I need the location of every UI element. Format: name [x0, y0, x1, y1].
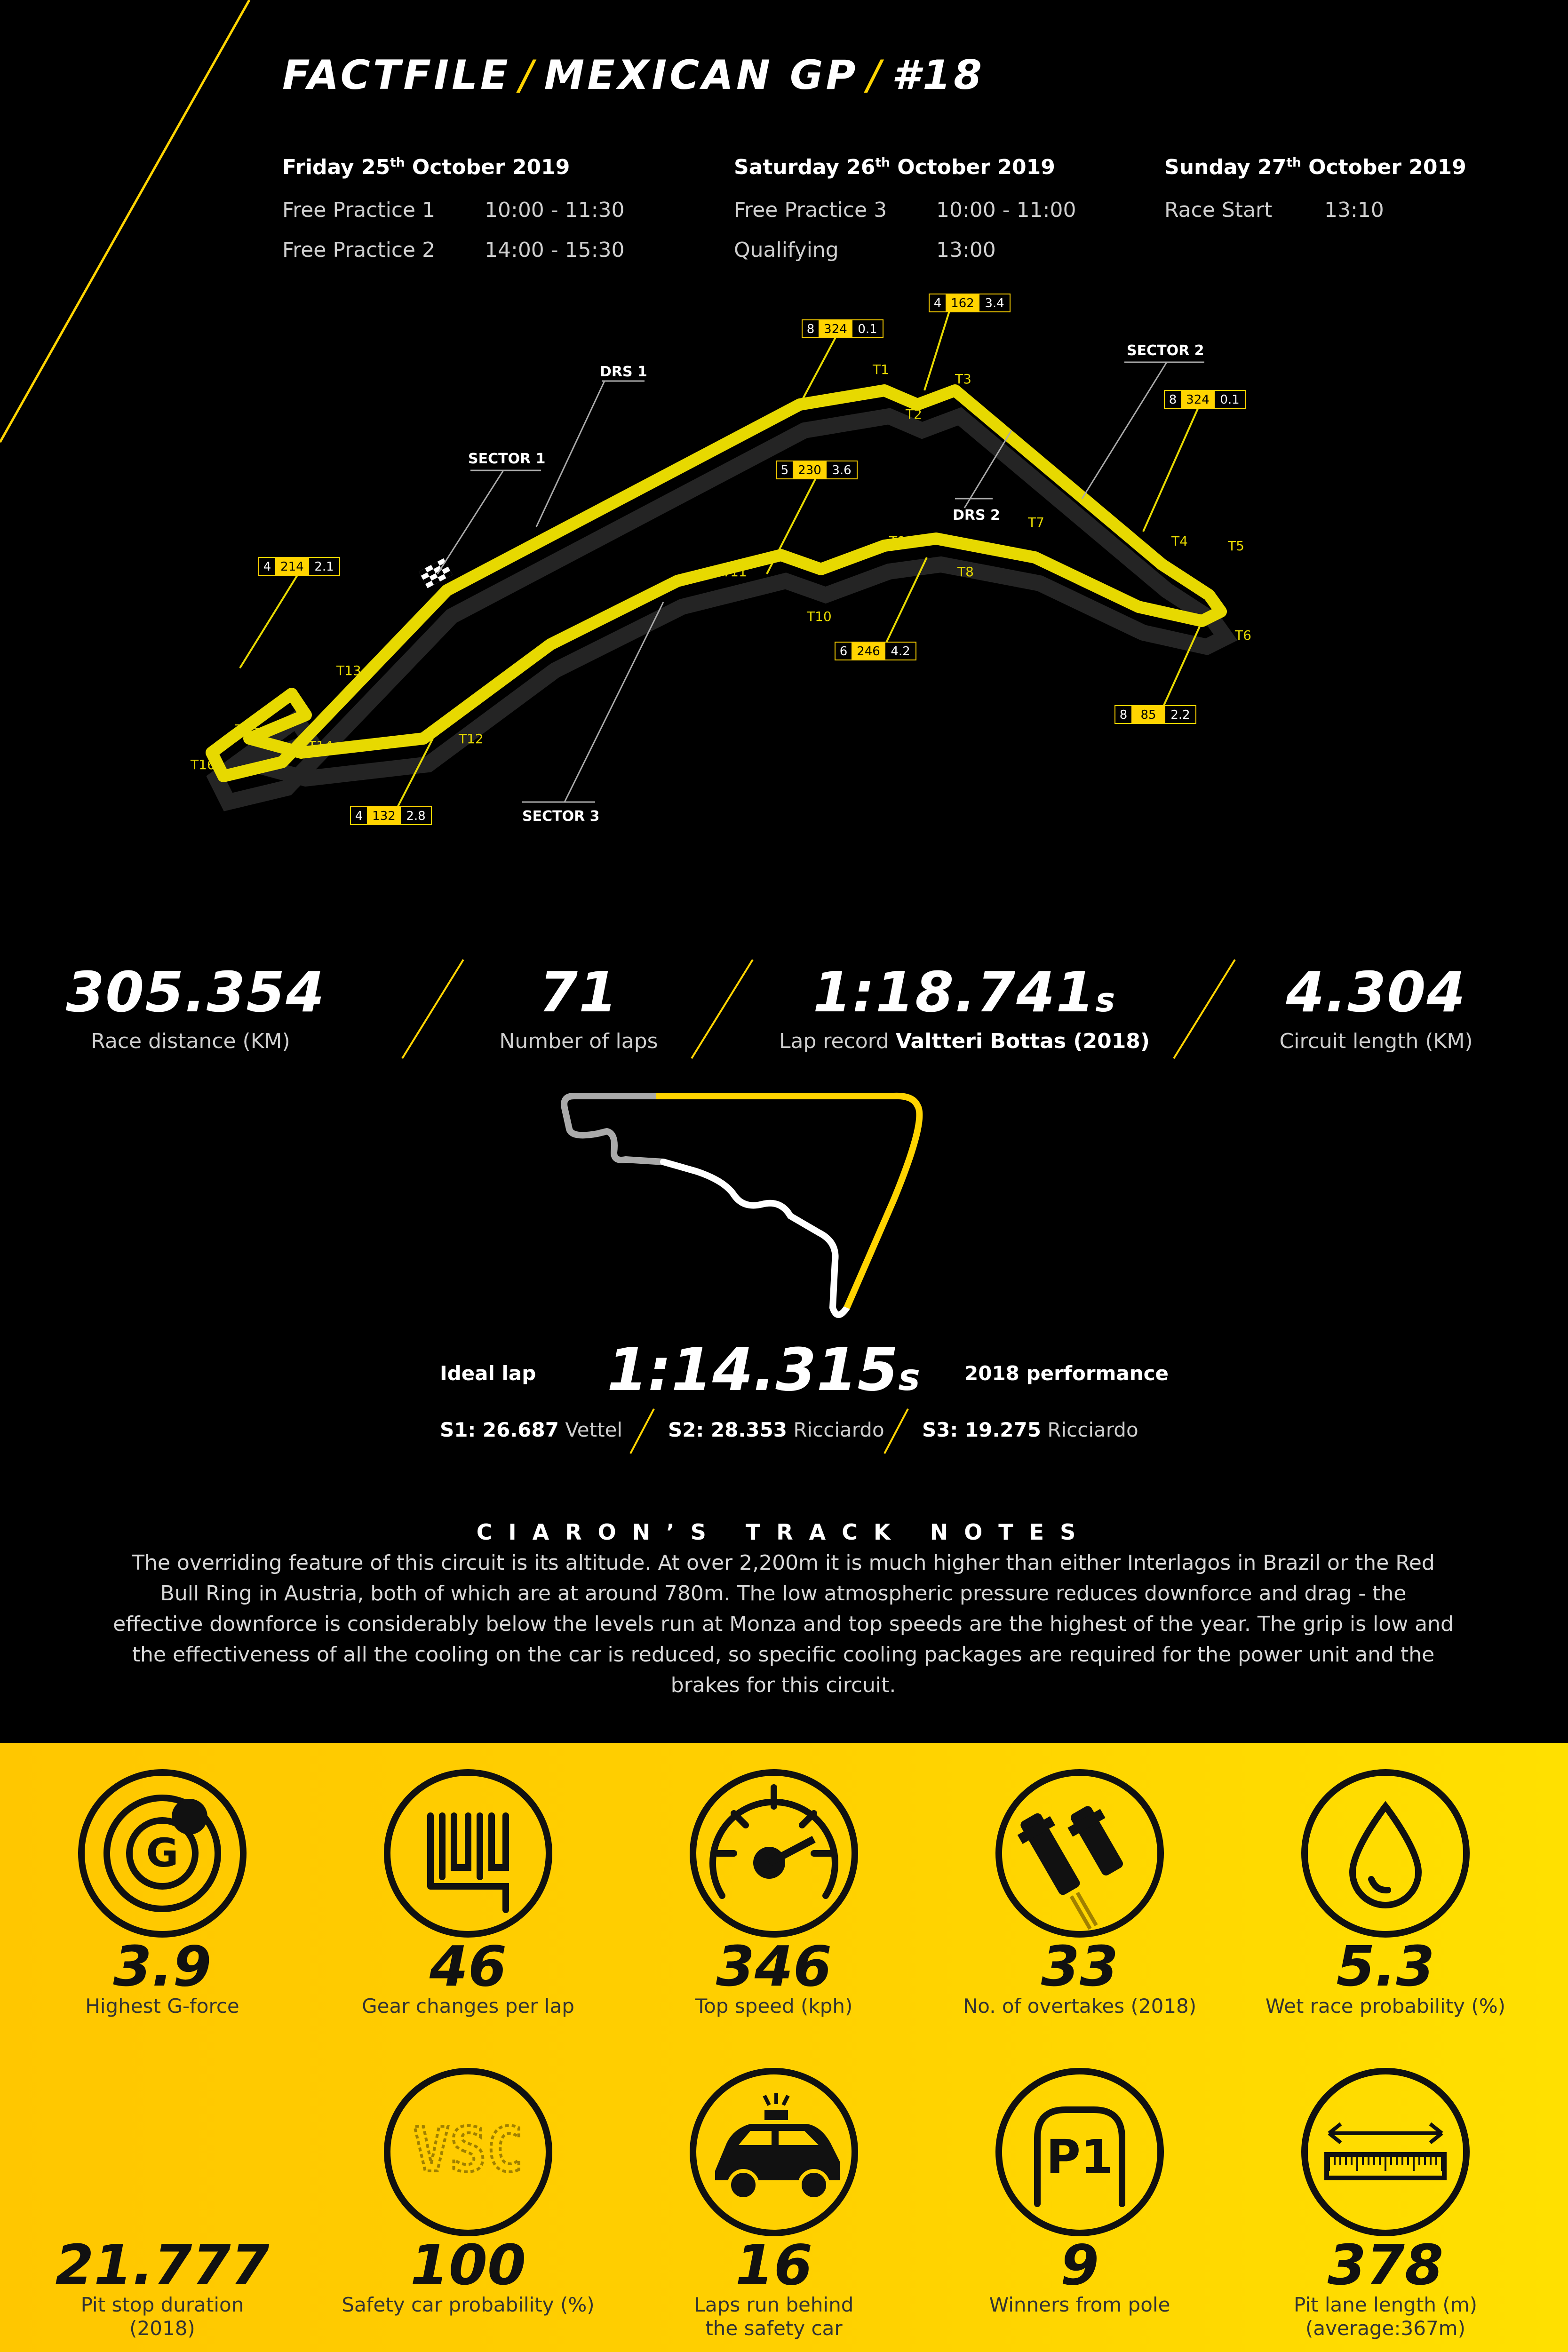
- raindrop-icon: [1301, 1769, 1470, 1938]
- sector-split-3: S3: 19.275 Ricciardo: [922, 1418, 1138, 1441]
- metric-value: 5.3: [1336, 1934, 1435, 1999]
- safety-car-icon: [689, 2067, 859, 2237]
- metric-label-line2: (2018): [129, 2317, 195, 2340]
- gear-speed-gforce-box: [802, 320, 883, 338]
- svg-text:4: 4: [933, 296, 942, 310]
- turn-label: T13: [336, 663, 361, 678]
- svg-text:4: 4: [355, 809, 363, 823]
- performance-label: 2018 performance: [964, 1362, 1169, 1385]
- turn-label: T9: [889, 533, 906, 549]
- svg-text:0.1: 0.1: [858, 322, 877, 336]
- session-row: Free Practice 1 10:00 - 11:30: [282, 198, 625, 222]
- metric-label-line2: the safety car: [705, 2317, 843, 2340]
- svg-text:6: 6: [839, 644, 848, 659]
- turn-label: T6: [1235, 628, 1251, 643]
- gear-speed-gforce-box: [1115, 706, 1196, 723]
- metric-card: [318, 2067, 619, 2317]
- metric-card: [623, 2067, 924, 2340]
- sector-split-1: S1: 26.687 Vettel: [440, 1418, 623, 1441]
- svg-text:3.4: 3.4: [985, 296, 1004, 310]
- session-row: Qualifying 13:00: [734, 238, 996, 262]
- title-separator: /: [519, 52, 536, 99]
- metric-card: [1235, 1769, 1536, 2018]
- metric-value: 33: [1041, 1934, 1119, 1999]
- metric-value: 46: [429, 1934, 507, 1999]
- gear-speed-gforce-box: [776, 461, 857, 479]
- session-row: Free Practice 3 10:00 - 11:00: [734, 198, 1076, 222]
- metric-value: 21.777: [55, 2233, 270, 2297]
- svg-text:2.2: 2.2: [1170, 708, 1190, 722]
- turn-label: T10: [807, 609, 832, 624]
- title-gp-name: MEXICAN GP: [544, 52, 859, 99]
- metric-label: Safety car probability (%): [342, 2293, 595, 2316]
- metric-card: [929, 2067, 1230, 2317]
- speedometer-icon: [689, 1769, 859, 1938]
- gear-speed-gforce-box: [835, 642, 916, 660]
- svg-text:132: 132: [372, 809, 396, 823]
- metric-card: [12, 1769, 313, 2018]
- session-row: Free Practice 2 14:00 - 15:30: [282, 238, 625, 262]
- vsc-icon: [383, 2067, 553, 2237]
- schedule-saturday: [734, 155, 1076, 278]
- sector-split-2: S2: 28.353 Ricciardo: [668, 1418, 884, 1441]
- circuit-map: [0, 282, 1568, 894]
- split-dividers: [0, 1406, 1568, 1458]
- stat-value: 1:18.741s: [812, 960, 1116, 1025]
- svg-text:85: 85: [1140, 708, 1156, 722]
- turn-label: T16: [191, 757, 215, 772]
- stat-label: Circuit length (KM): [1279, 1029, 1473, 1053]
- metric-value: 9: [1060, 2233, 1099, 2297]
- metric-value: 100: [410, 2233, 526, 2297]
- metric-label: Laps run behind: [694, 2293, 854, 2316]
- turn-label: T8: [957, 564, 974, 580]
- turn-label: T3: [955, 371, 971, 387]
- svg-text:G: G: [146, 1830, 179, 1876]
- stat-label: Race distance (KM): [91, 1029, 290, 1053]
- title-factfile: FACTFILE: [282, 52, 511, 99]
- turn-label: T1: [873, 362, 889, 377]
- stat-label: Lap record Valtteri Bottas (2018): [779, 1029, 1150, 1053]
- stat-value: 4.304: [1286, 960, 1466, 1025]
- svg-text:8: 8: [806, 322, 815, 336]
- svg-text:P1: P1: [1046, 2130, 1114, 2185]
- overtake-icon: [995, 1769, 1164, 1938]
- metric-value: 378: [1327, 2233, 1444, 2297]
- g-force-icon: [78, 1769, 247, 1938]
- turn-label: T2: [906, 406, 922, 422]
- sector2-label: SECTOR 2: [1127, 342, 1204, 359]
- turn-label: T4: [1171, 533, 1188, 549]
- metric-label: Top speed (kph): [695, 1994, 853, 2018]
- title-round-number: #18: [891, 52, 985, 99]
- page-title: [282, 52, 985, 99]
- p1-icon: [995, 2067, 1164, 2237]
- title-separator: /: [867, 52, 883, 99]
- schedule-day: Saturday 26th October 2019: [734, 155, 1055, 179]
- svg-text:0.1: 0.1: [1220, 393, 1240, 407]
- drs2-label: DRS 2: [953, 507, 1000, 524]
- metric-label-line2: (average:367m): [1305, 2317, 1465, 2340]
- metric-label: Pit lane length (m): [1293, 2293, 1478, 2316]
- stopwatch-icon: [78, 2067, 247, 2237]
- gear-speed-gforce-box: [1164, 390, 1245, 408]
- schedule-day: Sunday 27th October 2019: [1164, 155, 1466, 179]
- svg-text:VSC: VSC: [413, 2114, 524, 2185]
- svg-text:8: 8: [1169, 393, 1177, 407]
- metric-card: [1235, 2067, 1536, 2340]
- pit-lane-ruler-icon: [1301, 2067, 1470, 2237]
- metric-value: 346: [716, 1934, 832, 1999]
- svg-text:324: 324: [824, 322, 847, 336]
- track-notes-heading: CIARON’S TRACK NOTES: [476, 1519, 1092, 1545]
- gear-speed-gforce-box: [259, 557, 340, 575]
- ideal-lap-label: Ideal lap: [440, 1362, 536, 1385]
- stat-label: Number of laps: [499, 1029, 658, 1053]
- schedule-day: Friday 25th October 2019: [282, 155, 570, 179]
- turn-label: T5: [1228, 538, 1244, 554]
- schedule-friday: [282, 155, 624, 278]
- turn-label: T12: [459, 731, 484, 747]
- metric-label: Highest G-force: [85, 1994, 239, 2018]
- svg-text:230: 230: [798, 463, 821, 477]
- turn-label: T14: [308, 738, 333, 754]
- metric-card: [318, 1769, 619, 2018]
- sector1-label: SECTOR 1: [468, 451, 546, 467]
- svg-text:162: 162: [951, 296, 974, 310]
- svg-text:5: 5: [780, 463, 789, 477]
- metric-label: Winners from pole: [989, 2293, 1170, 2316]
- metric-label: Pit stop duration: [80, 2293, 244, 2316]
- drs1-label: DRS 1: [600, 364, 647, 380]
- track-notes-text: The overriding feature of this circuit is its altitude. At over 2,200m it is much higher than either Interlagos in Brazil or the Red Bull Ring in Austria, both of which are at around 780m. The low atmospheric pressure reduces downforce and drag - the effective downforce is considerably below the levels run at Monza and top speeds are the highest of the year. The grip is low and the effectiveness of all the cooling on the car is reduced, so specific cooling packages are required for the power unit and the brakes for this circuit.: [113, 1551, 1454, 1697]
- gearbox-icon: [383, 1769, 553, 1938]
- metric-label: No. of overtakes (2018): [963, 1994, 1197, 2018]
- svg-text:2.8: 2.8: [406, 809, 426, 823]
- metric-label: Wet race probability (%): [1265, 1994, 1506, 2018]
- svg-text:324: 324: [1186, 393, 1210, 407]
- svg-text:2.1: 2.1: [314, 560, 334, 574]
- metric-label: Gear changes per lap: [362, 1994, 574, 2018]
- gear-speed-gforce-box: [929, 294, 1010, 312]
- stat-value: 71: [539, 960, 619, 1025]
- svg-text:4: 4: [263, 560, 271, 574]
- stat-value: 305.354: [66, 960, 326, 1025]
- gear-speed-gforce-box: [350, 807, 431, 825]
- metric-value: 16: [735, 2233, 813, 2297]
- svg-text:8: 8: [1119, 708, 1128, 722]
- turn-label: T15: [235, 722, 260, 737]
- svg-text:4.2: 4.2: [891, 644, 910, 659]
- svg-text:214: 214: [280, 560, 304, 574]
- turn-label: T7: [1028, 515, 1044, 530]
- stat-dividers: [0, 950, 1568, 1073]
- session-row: Race Start 13:10: [1164, 198, 1384, 222]
- metric-card: [929, 1769, 1230, 2018]
- svg-text:246: 246: [857, 644, 880, 659]
- turn-label: T11: [722, 564, 747, 580]
- metric-card: [12, 2067, 313, 2340]
- ideal-lap-track-map: [555, 1087, 941, 1331]
- schedule-sunday: [1164, 155, 1466, 238]
- ideal-lap-time: 1:14.315s: [607, 1336, 920, 1404]
- sector3-label: SECTOR 3: [522, 808, 600, 825]
- metric-value: 3.9: [113, 1934, 212, 1999]
- svg-text:3.6: 3.6: [832, 463, 852, 477]
- metric-card: [623, 1769, 924, 2018]
